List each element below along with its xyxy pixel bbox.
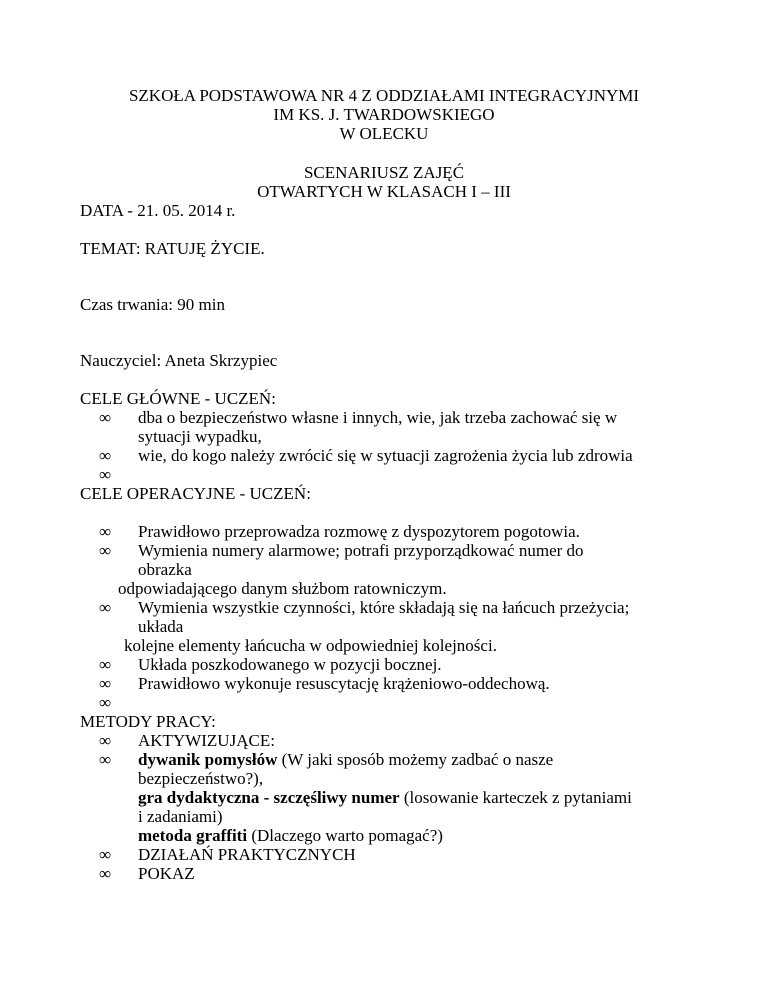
method-5: DZIAŁAŃ PRAKTYCZNYCH xyxy=(138,845,356,864)
method-3-line1 xyxy=(138,788,632,807)
scenario-title-line2: OTWARTYCH W KLASACH I – III xyxy=(257,182,511,201)
infinity-bullet-icon: ∞ xyxy=(99,655,112,674)
topic-line: TEMAT: RATUJĘ ŻYCIE. xyxy=(80,239,265,258)
operational-goal-1: Prawidłowo przeprowadza rozmowę z dyspozytorem pogotowia. xyxy=(138,522,580,541)
main-goal-1-line1: dba o bezpieczeństwo własne i innych, wie, jak trzeba zachować się w xyxy=(138,408,618,427)
infinity-bullet-icon: ∞ xyxy=(99,845,112,864)
operational-goal-5: Prawidłowo wykonuje resuscytację krążeniowo-oddechową. xyxy=(138,674,550,693)
infinity-bullet-icon: ∞ xyxy=(99,522,112,541)
infinity-bullet-icon: ∞ xyxy=(99,598,112,617)
school-name-line3: W OLECKU xyxy=(339,124,429,143)
operational-goal-3-line2: układa xyxy=(138,617,184,636)
method-3-rest: (losowanie karteczek z pytaniami xyxy=(399,788,632,807)
infinity-bullet-icon: ∞ xyxy=(99,446,112,465)
infinity-bullet-icon: ∞ xyxy=(99,465,112,484)
school-name-line1: SZKOŁA PODSTAWOWA NR 4 Z ODDZIAŁAMI INTEGRACYJNYMI xyxy=(128,86,640,105)
operational-goal-3-line1: Wymienia wszystkie czynności, które składają się na łańcuch przeżycia; xyxy=(138,598,630,617)
main-goal-2: wie, do kogo należy zwrócić się w sytuacji zagrożenia życia lub zdrowia xyxy=(138,446,633,465)
operational-goal-2-line2: obrazka xyxy=(138,560,192,579)
infinity-bullet-icon: ∞ xyxy=(99,408,112,427)
infinity-bullet-icon: ∞ xyxy=(99,674,112,693)
main-goals-heading: CELE GŁÓWNE - UCZEŃ: xyxy=(80,389,276,408)
method-2-bold: dywanik pomysłów xyxy=(138,750,278,769)
method-3-line2: i zadaniami) xyxy=(138,807,223,826)
date-line: DATA - 21. 05. 2014 r. xyxy=(80,201,236,220)
method-3-bold: gra dydaktyczna - szczęśliwy numer xyxy=(138,788,400,807)
method-4-rest: (Dlaczego warto pomagać?) xyxy=(247,826,443,845)
operational-goal-4: Układa poszkodowanego w pozycji bocznej. xyxy=(138,655,442,674)
operational-goals-heading: CELE OPERACYJNE - UCZEŃ: xyxy=(80,484,311,503)
method-2-line2: bezpieczeństwo?), xyxy=(138,769,264,788)
operational-goal-2-line1: Wymienia numery alarmowe; potrafi przyporządkować numer do xyxy=(138,541,584,560)
infinity-bullet-icon: ∞ xyxy=(99,541,112,560)
teacher-line: Nauczyciel: Aneta Skrzypiec xyxy=(80,351,278,370)
infinity-bullet-icon: ∞ xyxy=(99,731,112,750)
method-2-line1 xyxy=(138,750,553,769)
infinity-bullet-icon: ∞ xyxy=(99,750,112,769)
methods-heading: METODY PRACY: xyxy=(80,712,216,731)
infinity-bullet-icon: ∞ xyxy=(99,864,112,883)
method-4 xyxy=(138,826,443,845)
method-4-bold: metoda graffiti xyxy=(138,826,248,845)
duration-line: Czas trwania: 90 min xyxy=(80,295,225,314)
infinity-bullet-icon: ∞ xyxy=(99,693,112,712)
school-name-line2: IM KS. J. TWARDOWSKIEGO xyxy=(273,105,495,124)
operational-goal-2-line3: odpowiadającego danym służbom ratowniczym. xyxy=(118,579,447,598)
method-2-rest: (W jaki sposób możemy zadbać o nasze xyxy=(277,750,554,769)
method-1: AKTYWIZUJĄCE: xyxy=(138,731,275,750)
main-goal-1-line2: sytuacji wypadku, xyxy=(138,427,262,446)
operational-goal-3-line3: kolejne elementy łańcucha w odpowiedniej kolejności. xyxy=(124,636,497,655)
method-6: POKAZ xyxy=(138,864,195,883)
scenario-title-line1: SCENARIUSZ ZAJĘĆ xyxy=(303,163,465,182)
